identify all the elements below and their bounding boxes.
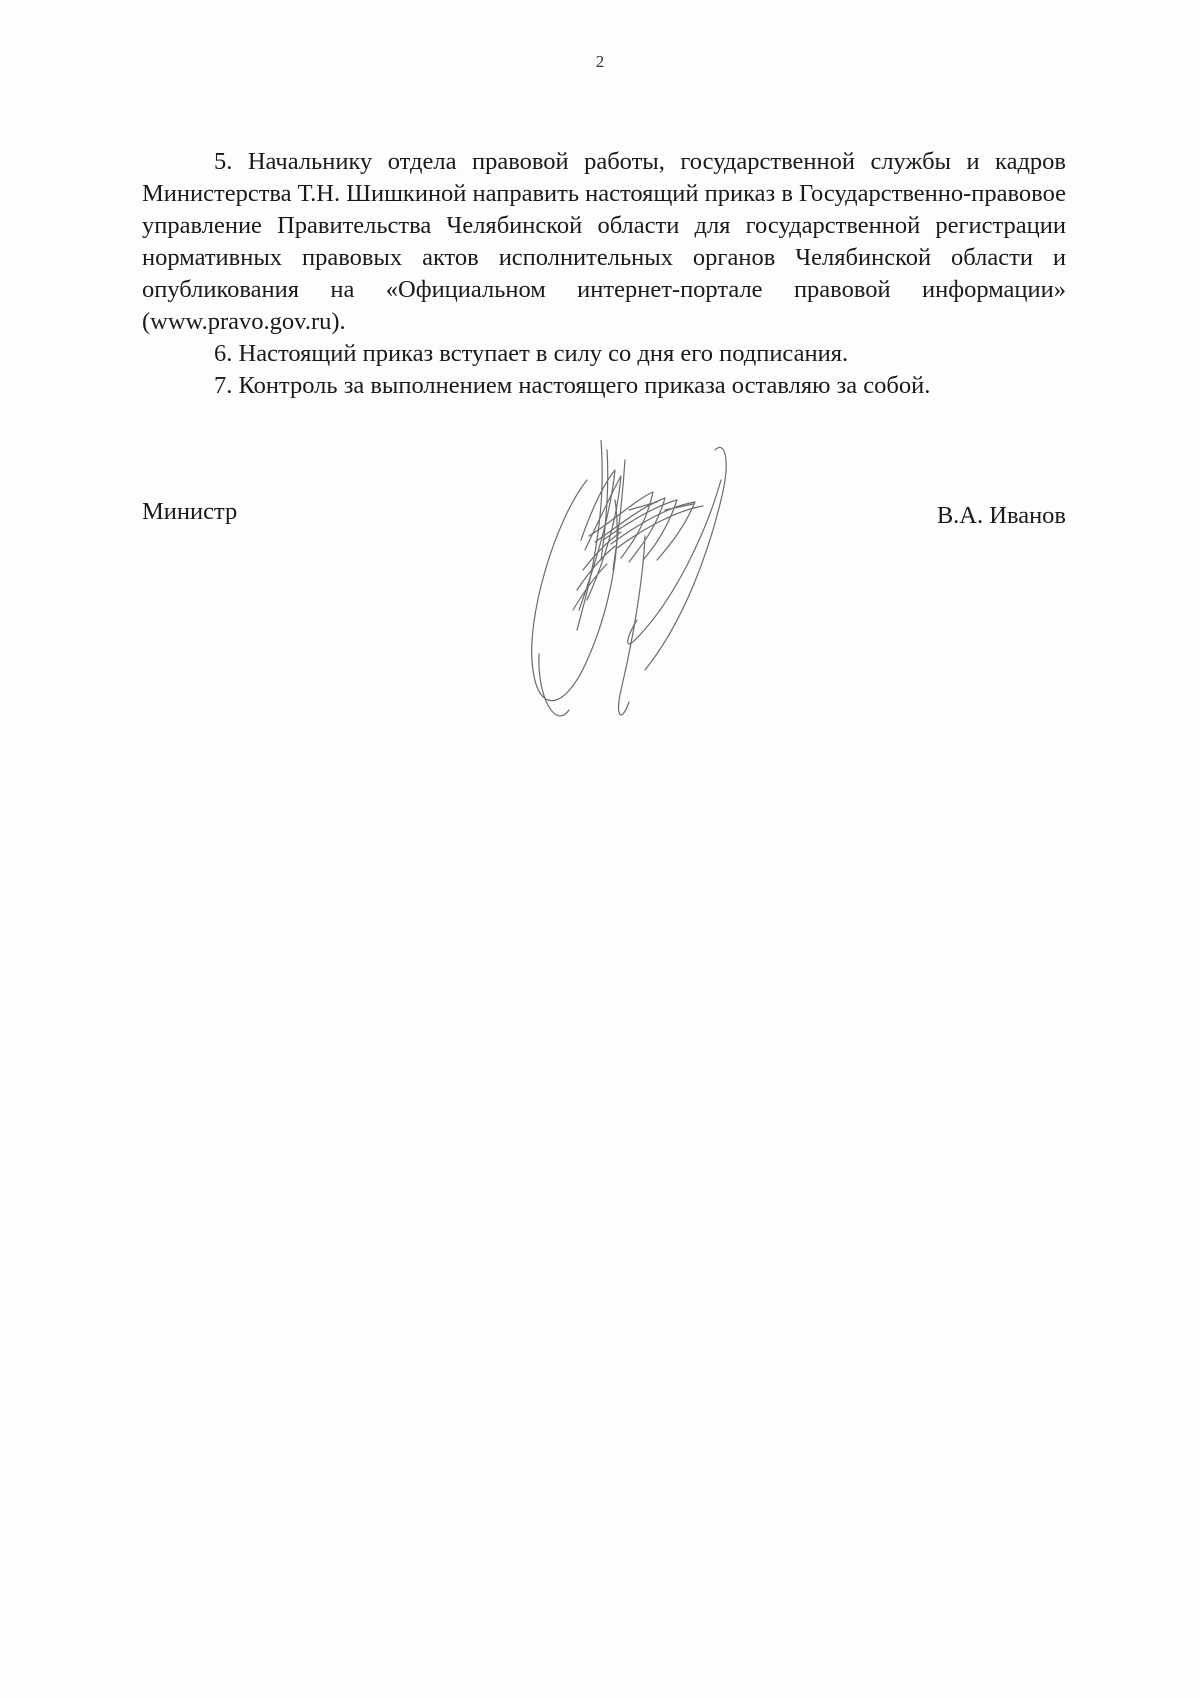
- page-number: 2: [595, 52, 605, 71]
- signatory-title: Министр: [142, 498, 238, 525]
- signatory-name: В.А. Иванов: [936, 502, 1066, 529]
- paragraph-6: 6. Настоящий приказ вступает в силу со дня его подписания.: [214, 340, 849, 367]
- handwritten-signature-icon: [525, 440, 805, 740]
- paragraph-7: 7. Контроль за выполнением настоящего приказа оставляю за собой.: [214, 372, 931, 399]
- paragraph-5: 5. Начальнику отдела правовой работы, государственной службы и кадров Министерства Т.Н. Шишкиной направить настоящий приказ в Государственно-правовое управление Правительства Челябинской области для государственной регистрации нормативных правовых актов исполнительных органов Челябинской области и опубликования на «Официальном интернет-портале правовой информации» (www.pravo.gov.ru).: [142, 148, 1066, 335]
- document-body: [142, 146, 1066, 402]
